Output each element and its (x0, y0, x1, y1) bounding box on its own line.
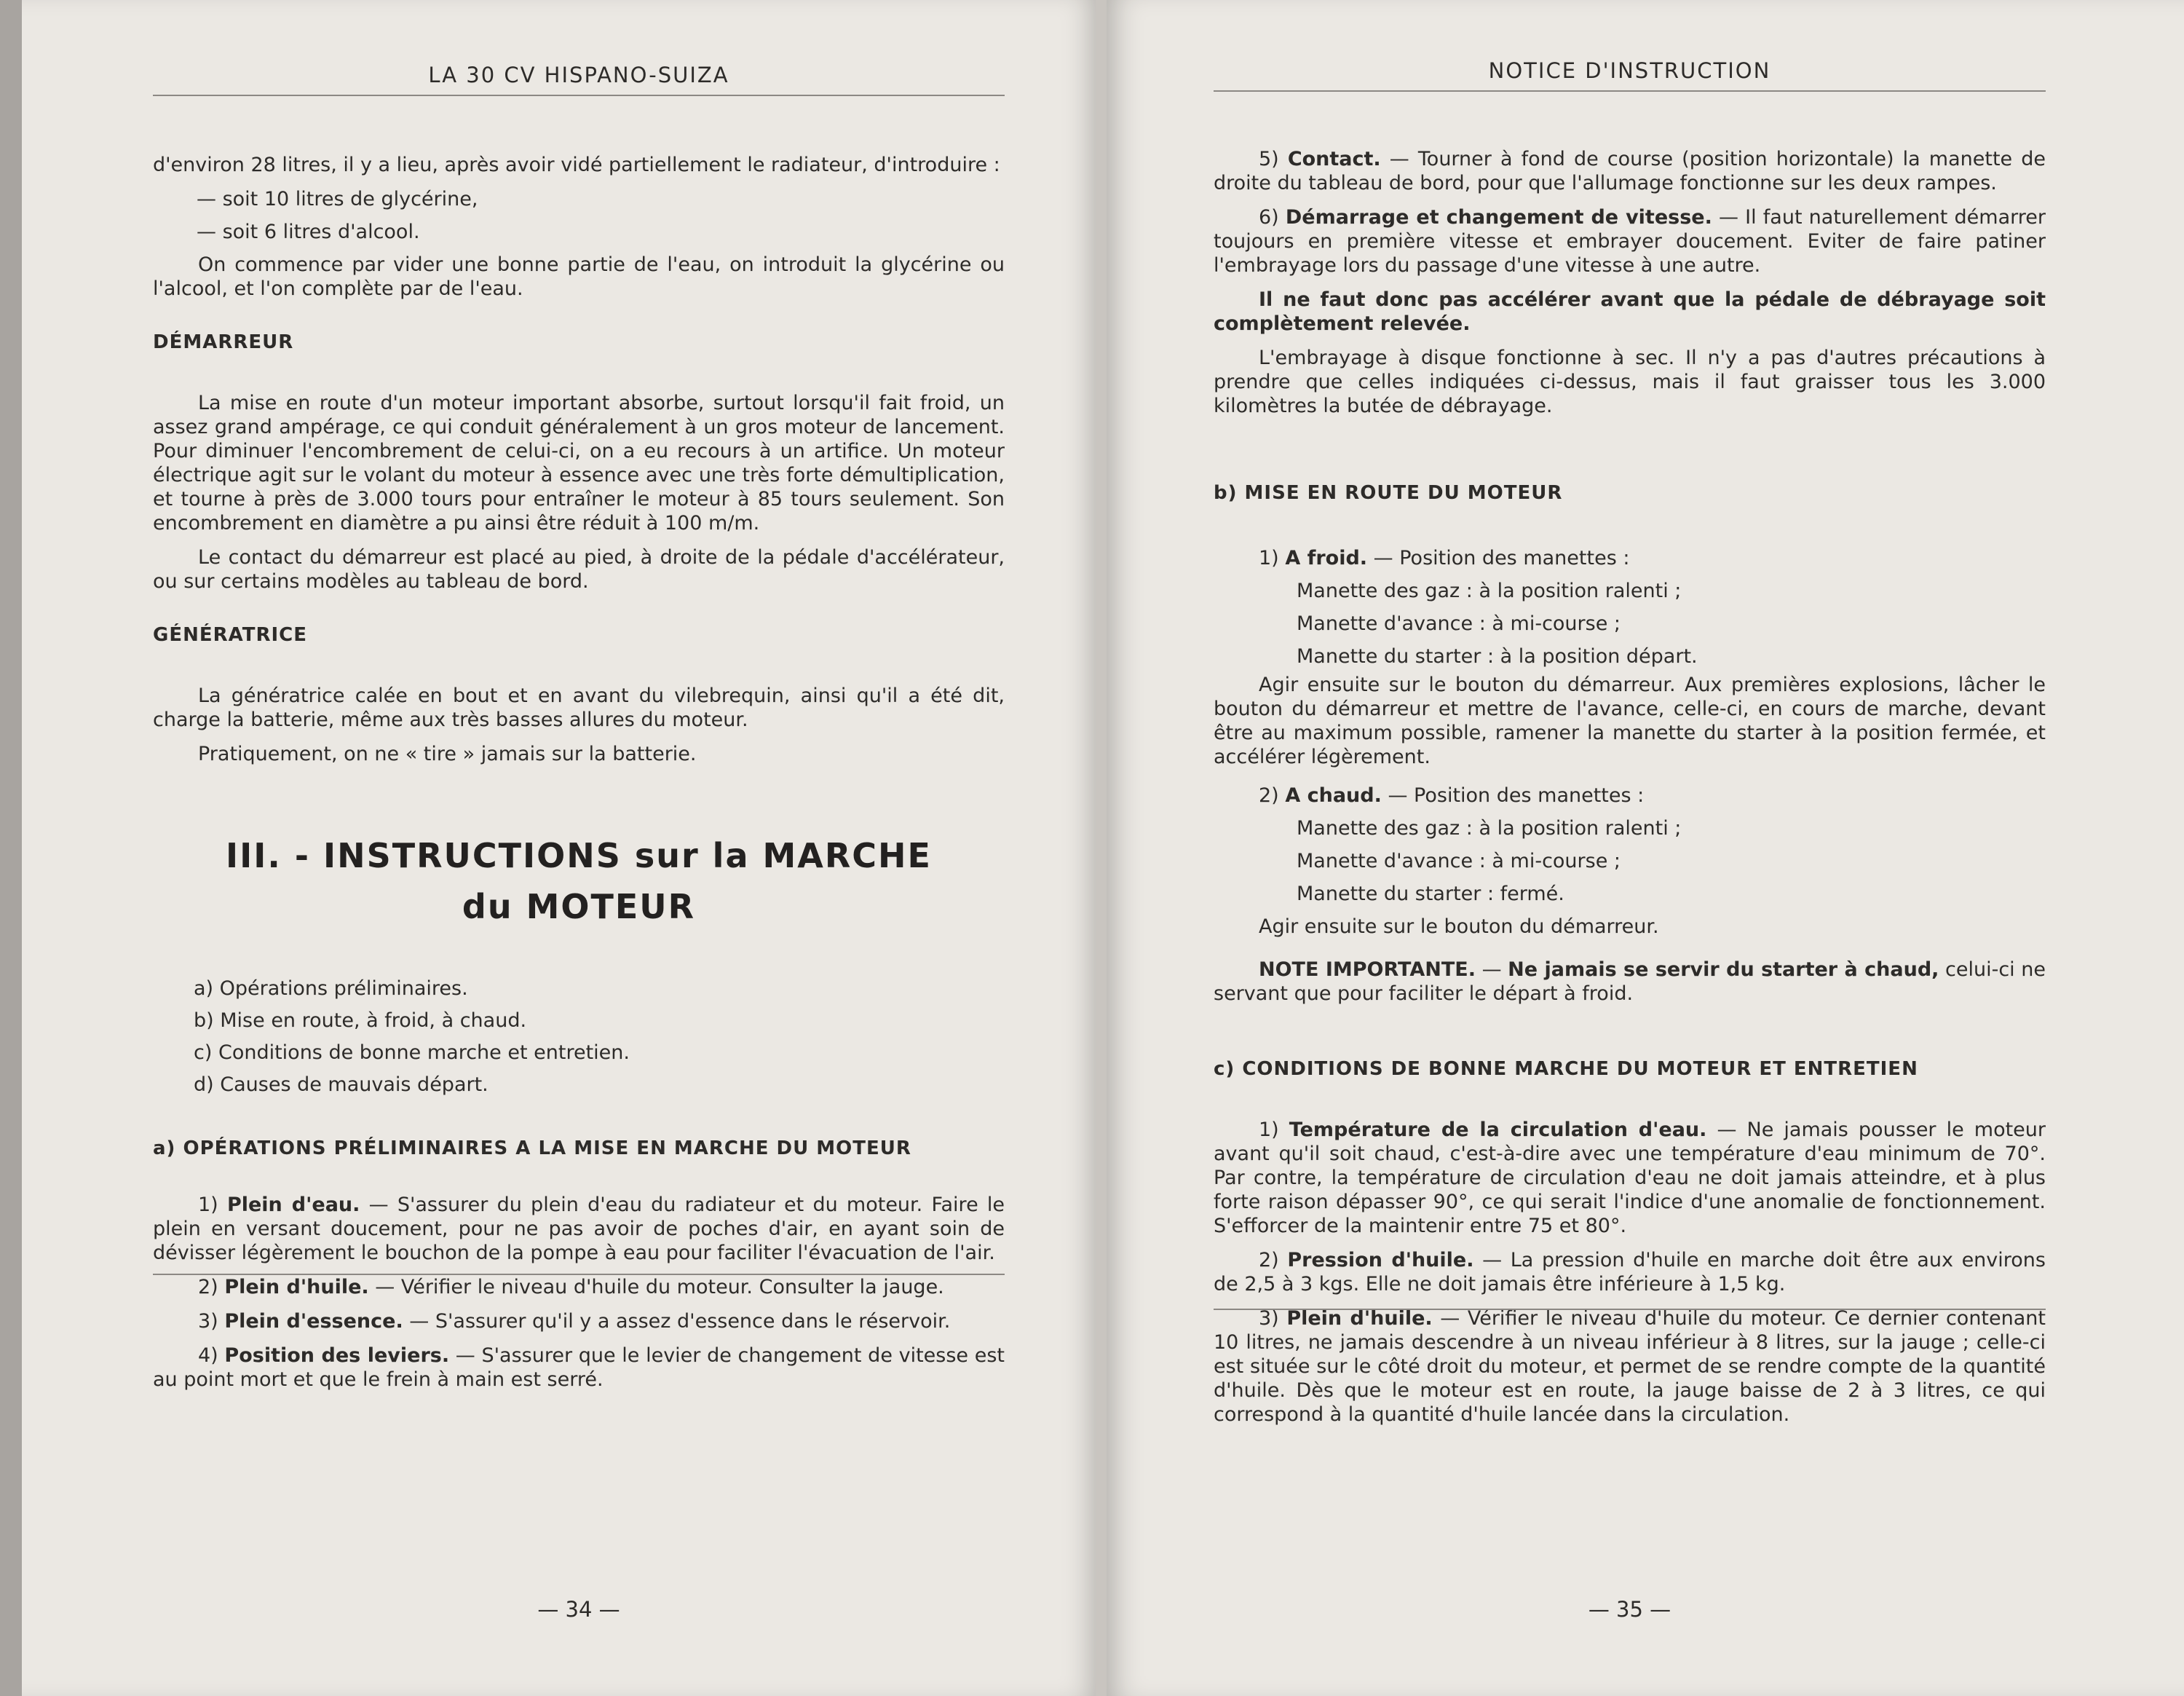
page-35 (1107, 0, 2184, 1696)
page-34-content (153, 0, 1005, 1392)
manette-line: Manette d'avance : à mi-course ; (1297, 850, 1621, 872)
list-item: 3) Plein d'essence. — S'assurer qu'il y a assez d'essence dans le réservoir. (198, 1310, 951, 1333)
generatrice-heading: GÉNÉRATRICE (153, 624, 308, 646)
list-item: 4) Position des leviers. — S'assurer que le levier de changement de vitesse est au point mort et que le frein à main est serré. (153, 1344, 1005, 1391)
summary-item: c) Conditions de bonne marche et entretien. (194, 1041, 630, 1064)
a-chaud-item: 2) A chaud. — Position des manettes : (1259, 784, 1645, 807)
page-35-content (1214, 0, 2046, 1427)
manette-line: Manette d'avance : à mi-course ; (1297, 612, 1621, 635)
page-34 (22, 0, 1099, 1696)
a-chaud-paragraph: Agir ensuite sur le bouton du démarreur. (1259, 915, 1659, 938)
summary-item: d) Causes de mauvais départ. (194, 1073, 488, 1096)
contact-item: 5) Contact. — Tourner à fond de course (position horizontale) la manette de droite du tableau de bord, pour que l'allumage fonctionne sur les deux rampes. (1214, 148, 2046, 194)
chapter-title-line-1: III. - INSTRUCTIONS sur la MARCHE (226, 836, 932, 875)
page-number-left: — 34 — (537, 1597, 620, 1622)
section-a-heading: a) OPÉRATIONS PRÉLIMINAIRES A LA MISE EN MARCHE DU MOTEUR (153, 1137, 911, 1159)
glycerine-option: — soit 10 litres de glycérine, (197, 188, 478, 210)
list-item: 2) Pression d'huile. — La pression d'huile en marche doit être aux environs de 2,5 à 3 kgs. Elle ne doit jamais être inférieure à 1,5 kg. (1214, 1249, 2046, 1295)
chapter-summary (153, 973, 1005, 1101)
list-item: 3) Plein d'huile. — Vérifier le niveau d'huile du moteur. Ce dernier contenant 10 litres, ne jamais descendre à un niveau inférieur à 8 litres, sur la jauge ; celle-ci est située sur le côté droit du moteur, et permet de se rendre compte de la quantité d'huile. Dès que le moteur est en route, la jauge baisse de 2 à 3 litres, ce qui correspond à la quantité d'huile lancée dans la circulation. (1214, 1307, 2046, 1426)
list-item: 1) Température de la circulation d'eau. — Ne jamais pousser le moteur avant qu'il soit chaud, c'est-à-dire avec une température d'eau minimum de 70°. Par contre, la température de circulation d'eau ne doit jamais atteindre, et à plus forte raison dépasser 90°, ce qui serait l'indice d'une anomalie de fonctionnement. S'efforcer de la maintenir entre 75 et 80°. (1214, 1119, 2046, 1237)
running-head-left: LA 30 CV HISPANO-SUIZA (153, 0, 1005, 96)
footer-rule (153, 1274, 1005, 1275)
manette-line: Manette du starter : à la position départ. (1297, 645, 1698, 668)
warning-paragraph: Il ne faut donc pas accélérer avant que la pédale de débrayage soit complètement relevée. (1214, 288, 2046, 335)
demarrage-item: 6) Démarrage et changement de vitesse. — Il faut naturellement démarrer toujours en première vitesse et embrayer doucement. Eviter de faire patiner l'embrayage lors du passage d'une vitesse à une autre. (1214, 206, 2046, 277)
glycerine-paragraph: On commence par vider une bonne partie de l'eau, on introduit la glycérine ou l'alcool, et l'on complète par de l'eau. (153, 253, 1005, 300)
section-b-heading: b) MISE EN ROUTE DU MOTEUR (1214, 482, 1563, 504)
running-head-right: NOTICE D'INSTRUCTION (1214, 0, 2046, 92)
embrayage-paragraph: L'embrayage à disque fonctionne à sec. Il n'y a pas d'autres précautions à prendre que celles indiquées ci-dessus, mais il faut graisser tous les 3.000 kilomètres la butée de débrayage. (1214, 347, 2046, 417)
intro-paragraph: d'environ 28 litres, il y a lieu, après avoir vidé partiellement le radiateur, d'introduire : (153, 154, 1000, 176)
demarreur-paragraph-1: La mise en route d'un moteur important absorbe, surtout lorsqu'il fait froid, un assez grand ampérage, ce qui conduit généralement à un gros moteur de lancement. Pour diminuer l'encombrement de celui-ci, on a eu recours à un artifice. Un moteur électrique agit sur le volant du moteur à essence avec une très forte démultiplication, et tourne à près de 3.000 tours pour entraîner le moteur à 85 tours seulement. Son encombrement en diamètre a pu ainsi être réduit à 100 m/m. (153, 392, 1005, 535)
a-froid-paragraph: Agir ensuite sur le bouton du démarreur. Aux premières explosions, lâcher le bouton du démarreur et mettre de l'avance, celle-ci, en cours de marche, devant être au maximum possible, ramener la manette du starter à la position fermée, et accélérer légèrement. (1214, 674, 2046, 768)
section-c-heading: c) CONDITIONS DE BONNE MARCHE DU MOTEUR ET ENTRETIEN (1214, 1058, 1918, 1080)
manette-line: Manette des gaz : à la position ralenti ; (1297, 580, 1682, 602)
page-stack-edge (0, 0, 22, 1696)
list-item: 2) Plein d'huile. — Vérifier le niveau d'huile du moteur. Consulter la jauge. (198, 1276, 944, 1298)
manette-line: Manette des gaz : à la position ralenti ; (1297, 817, 1682, 840)
summary-item: b) Mise en route, à froid, à chaud. (194, 1009, 527, 1032)
demarreur-heading: DÉMARREUR (153, 331, 294, 353)
note-importante: NOTE IMPORTANTE. — Ne jamais se servir du starter à chaud, celui-ci ne servant que pour faciliter le départ à froid. (1214, 958, 2046, 1005)
list-item: 1) Plein d'eau. — S'assurer du plein d'eau du radiateur et du moteur. Faire le plein en versant doucement, pour ne pas avoir de poches d'air, en ayant soin de dévisser légèrement le bouchon de la pompe à eau pour faciliter l'évacuation de l'air. (153, 1194, 1005, 1264)
alcool-option: — soit 6 litres d'alcool. (197, 221, 420, 243)
page-number-right: — 35 — (1588, 1597, 1671, 1622)
footer-rule (1214, 1309, 2046, 1310)
a-froid-item: 1) A froid. — Position des manettes : (1259, 547, 1630, 569)
generatrice-paragraph-2: Pratiquement, on ne « tire » jamais sur la batterie. (198, 743, 697, 765)
generatrice-paragraph-1: La génératrice calée en bout et en avant du vilebrequin, ainsi qu'il a été dit, charge la batterie, même aux très basses allures du moteur. (153, 685, 1005, 731)
chapter-title-line-2: du MOTEUR (462, 887, 696, 926)
chapter-title (153, 830, 1005, 932)
demarreur-paragraph-2: Le contact du démarreur est placé au pied, à droite de la pédale d'accélérateur, ou sur certains modèles au tableau de bord. (153, 546, 1005, 593)
manette-line: Manette du starter : fermé. (1297, 883, 1564, 905)
summary-item: a) Opérations préliminaires. (194, 977, 468, 1000)
